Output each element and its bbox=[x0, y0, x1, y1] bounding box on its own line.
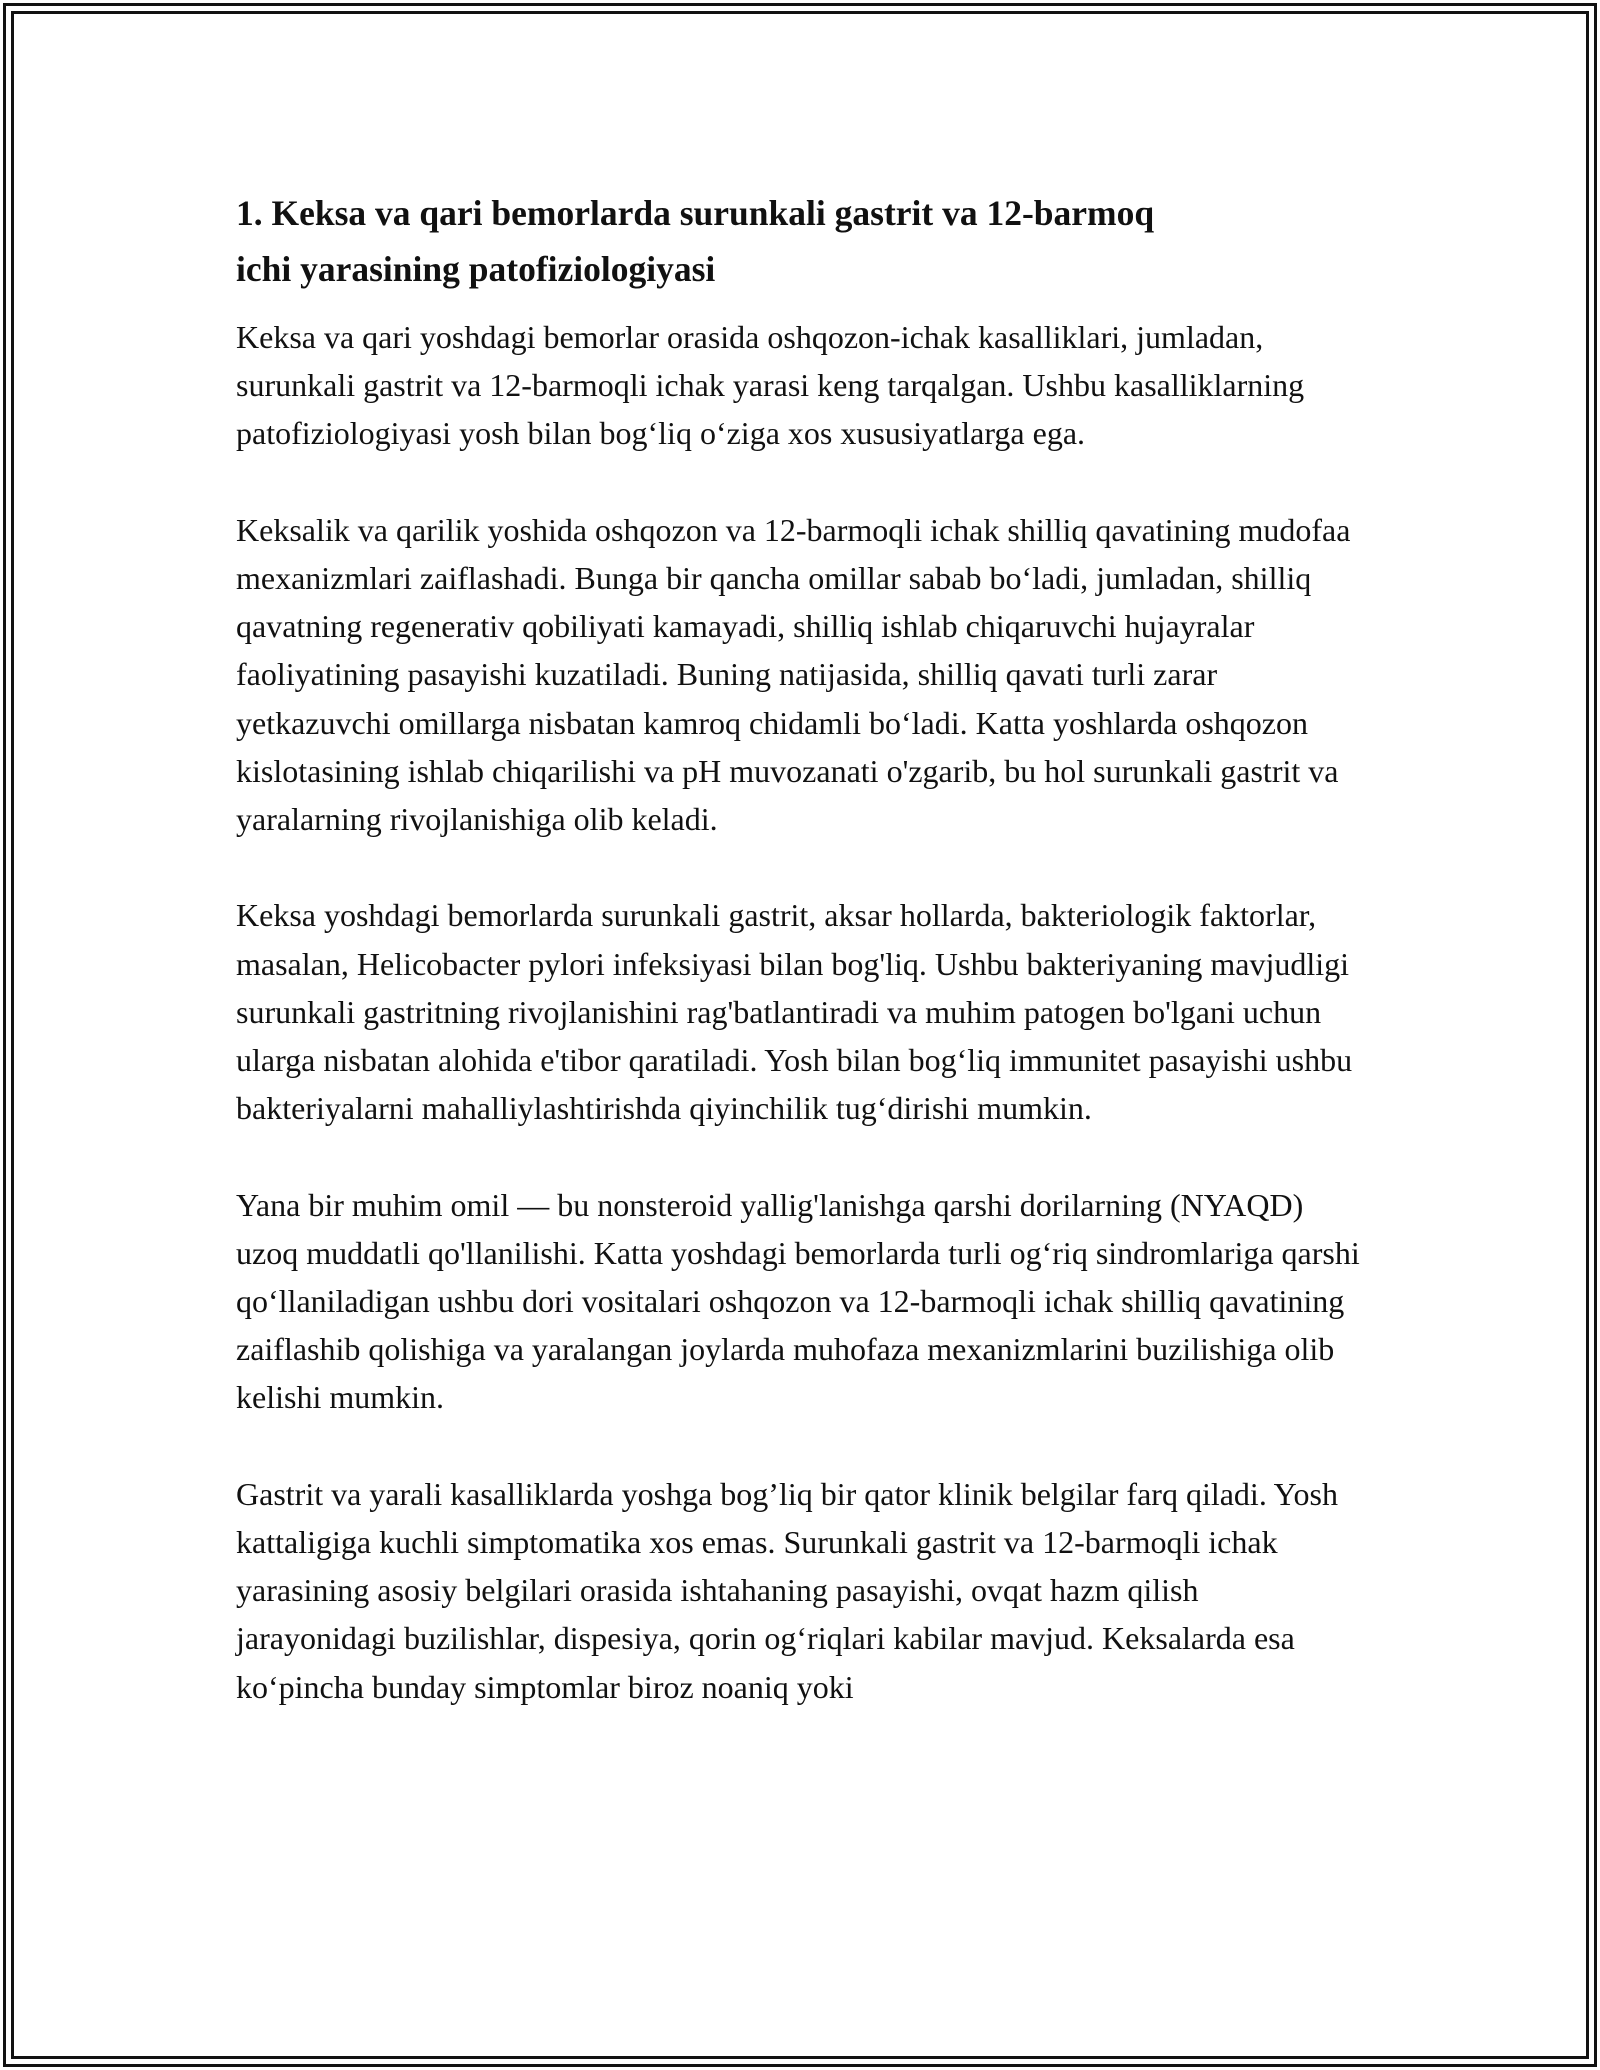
document-body bbox=[236, 185, 1366, 1711]
section-heading bbox=[236, 185, 1366, 297]
paragraph-2: Keksalik va qarilik yoshida oshqozon va 12-barmoqli ichak shilliq qavatining mudofaa mexanizmlari zaiflashadi. Bunga bir qancha omillar sabab bo‘ladi, jumladan, shilliq qavatning regenerativ qobiliyati kamayadi, shilliq ishlab chiqaruvchi hujayralar faoliyatining pasayishi kuzatiladi. Buning natijasida, shilliq qavati turli zarar yetkazuvchi omillarga nisbatan kamroq chidamli bo‘ladi. Katta yoshlarda oshqozon kislotasining ishlab chiqarilishi va pH muvozanati o'zgarib, bu hol surunkali gastrit va yaralarning rivojlanishiga olib keladi. bbox=[236, 511, 1351, 838]
paragraph-4: Yana bir muhim omil — bu nonsteroid yallig'lanishga qarshi dorilarning (NYAQD) uzoq muddatli qo'llanilishi. Katta yoshdagi bemorlarda turli og‘riq sindromlariga qarshi qo‘llaniladigan ushbu dori vositalari oshqozon va 12-barmoqli ichak shilliq qavatining zaiflashib qolishiga va yaralangan joylarda muhofaza mexanizmlarini buzilishiga olib kelishi mumkin. bbox=[236, 1186, 1360, 1416]
paragraph-5: Gastrit va yarali kasalliklarda yoshga bog’liq bir qator klinik belgilar farq qiladi. Yosh kattaligiga kuchli simptomatika xos emas. Surunkali gastrit va 12-barmoqli ichak yarasining asosiy belgilari orasida ishtahaning pasayishi, ovqat hazm qilish jarayonidagi buzilishlar, dispesiya, qorin og‘riqlari kabilar mavjud. Keksalarda esa ko‘pincha bunday simptomlar biroz noaniq yoki bbox=[236, 1475, 1338, 1705]
paragraph-1: Keksa va qari yoshdagi bemorlar orasida oshqozon-ichak kasalliklari, jumladan, surunkali gastrit va 12-barmoqli ichak yarasi keng tarqalgan. Ushbu kasalliklarning patofiziologiyasi yosh bilan bog‘liq o‘ziga xos xususiyatlarga ega. bbox=[236, 319, 1305, 452]
section-heading-line-1: 1. Keksa va qari bemorlarda surunkali gastrit va 12-barmoq bbox=[236, 193, 1155, 233]
section-heading-line-2: ichi yarasining patofiziologiyasi bbox=[236, 249, 716, 289]
paragraph-3: Keksa yoshdagi bemorlarda surunkali gastrit, aksar hollarda, bakteriologik faktorlar, masalan, Helicobacter pylori infeksiyasi bilan bog'liq. Ushbu bakteriyaning mavjudligi surunkali gastritning rivojlanishini rag'batlantiradi va muhim patogen bo'lgani uchun ularga nisbatan alohida e'tibor qaratiladi. Yosh bilan bog‘liq immunitet pasayishi ushbu bakteriyalarni mahalliylashtirishda qiyinchilik tug‘dirishi mumkin. bbox=[236, 897, 1353, 1127]
